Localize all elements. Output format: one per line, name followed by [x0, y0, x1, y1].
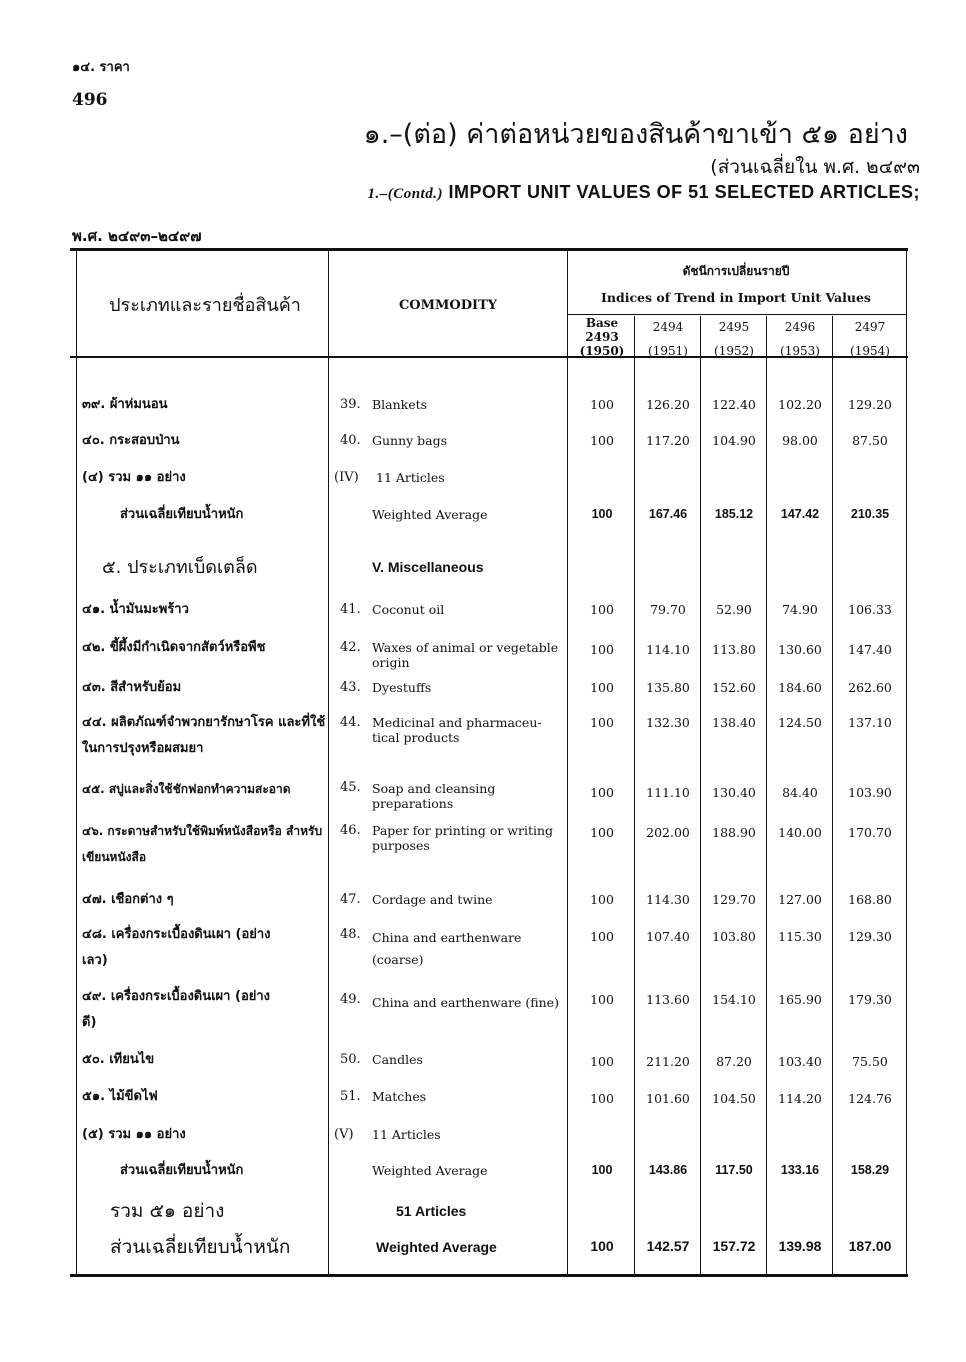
table-left-rule	[76, 248, 77, 1277]
value-2497: 129.20	[848, 397, 892, 412]
total-thai: ส่วนเฉลี่ยเทียบน้ำหนัก	[110, 1236, 291, 1258]
total-commodity: Weighted Average	[376, 1239, 497, 1255]
value-2494: 142.57	[646, 1238, 690, 1254]
value-2497: 158.29	[850, 1163, 890, 1177]
header-index-english: Indices of Trend in Import Unit Values	[601, 290, 871, 305]
row-commodity: Medicinal and pharmaceu- tical products	[372, 715, 542, 745]
value-base: 100	[590, 715, 614, 730]
row-commodity: 11 Articles	[376, 470, 445, 485]
year-label: (1950)	[579, 344, 625, 358]
value-2494: 111.10	[646, 785, 690, 800]
value-2495: 154.10	[712, 992, 756, 1007]
value-2495: 104.50	[712, 1091, 756, 1106]
value-base: 100	[591, 1163, 613, 1177]
value-base: 100	[590, 992, 614, 1007]
value-2497: 129.30	[848, 929, 892, 944]
title-english-prefix: 1.–(Contd.)	[367, 186, 443, 202]
section-commodity: V. Miscellaneous	[372, 559, 484, 575]
row-commodity: Cordage and twine	[372, 892, 493, 907]
row-thai: ๔๙. เครื่องกระเบื้องดินเผา (อย่างดี)	[82, 989, 271, 1030]
value-2494: 126.20	[646, 397, 690, 412]
value-2497: 124.76	[848, 1091, 892, 1106]
value-2494: 202.00	[646, 825, 690, 840]
year-label: 2494	[652, 320, 684, 334]
table-bottom-rule	[70, 1274, 908, 1277]
index-sub-rule	[567, 314, 907, 315]
value-2495: 129.70	[712, 892, 756, 907]
row-thai: ๔๕. สบู่และสิ่งใช้ชักฟอกทำความสะอาด	[82, 782, 291, 796]
value-2494: 114.10	[646, 642, 690, 657]
row-commodity: Weighted Average	[372, 507, 488, 522]
row-commodity: Matches	[372, 1089, 427, 1104]
value-2497: 179.30	[848, 992, 892, 1007]
year-header-2497	[834, 320, 906, 358]
value-2494: 135.80	[646, 680, 690, 695]
row-number: 45.	[340, 780, 361, 795]
value-2497: 187.00	[848, 1238, 892, 1254]
row-thai: ส่วนเฉลี่ยเทียบน้ำหนัก	[120, 507, 244, 522]
row-number: (V)	[334, 1127, 354, 1142]
value-2497: 106.33	[848, 602, 892, 617]
value-base: 100	[590, 892, 614, 907]
row-number: 41.	[340, 602, 361, 617]
value-2494: 132.30	[646, 715, 690, 730]
year-range: พ.ศ. ๒๔๙๓–๒๔๙๗	[72, 227, 202, 245]
value-2497: 168.80	[848, 892, 892, 907]
header-tag: ๑๔. ราคา	[72, 60, 130, 75]
year-label: (1954)	[850, 344, 890, 358]
year-label: Base	[585, 316, 619, 330]
value-2495: 130.40	[712, 785, 756, 800]
year-header-2494	[636, 320, 700, 358]
value-2495: 103.80	[712, 929, 756, 944]
year-label: (1952)	[714, 344, 754, 358]
value-2495: 113.80	[712, 642, 756, 657]
row-thai: (๕) รวม ๑๑ อย่าง	[82, 1127, 186, 1142]
row-commodity: Candles	[372, 1052, 423, 1067]
row-commodity: Soap and cleansing preparations	[372, 781, 496, 811]
row-thai: ส่วนเฉลี่ยเทียบน้ำหนัก	[120, 1163, 244, 1178]
value-2497: 103.90	[848, 785, 892, 800]
row-number: 47.	[340, 892, 361, 907]
row-thai: ๕๐. เทียนไข	[82, 1052, 155, 1067]
row-commodity: China and earthenware (fine)	[372, 995, 559, 1010]
value-base: 100	[590, 433, 614, 448]
value-2497: 137.10	[848, 715, 892, 730]
row-thai: ๔๖. กระดาษสำหรับใช้พิมพ์หนังสือหรือ สำหรับเขียนหนังสือ	[82, 824, 323, 864]
value-2497: 75.50	[852, 1054, 888, 1069]
row-number: 49.	[340, 992, 361, 1007]
row-thai: ๔๒. ขี้ผึ้งมีกำเนิดจากสัตว์หรือพืช	[82, 640, 266, 655]
value-2496: 139.98	[778, 1238, 822, 1254]
value-2495: 104.90	[712, 433, 756, 448]
value-2497: 210.35	[850, 507, 890, 521]
value-2494: 143.86	[648, 1163, 688, 1177]
value-2494: 107.40	[646, 929, 690, 944]
row-number: 39.	[340, 397, 361, 412]
row-commodity: Gunny bags	[372, 433, 448, 448]
value-2495: 122.40	[712, 397, 756, 412]
value-2497: 147.40	[848, 642, 892, 657]
row-commodity: Weighted Average	[372, 1163, 488, 1178]
row-number: 42.	[340, 640, 361, 655]
value-2496: 115.30	[778, 929, 822, 944]
row-commodity: Paper for printing or writing purposes	[372, 823, 554, 853]
row-commodity: Blankets	[372, 397, 428, 412]
row-thai: ๔๑. น้ำมันมะพร้าว	[82, 602, 189, 617]
row-thai: ๓๙. ผ้าห่มนอน	[82, 397, 168, 412]
value-2496: 147.42	[780, 507, 820, 521]
value-base: 100	[591, 507, 613, 521]
row-number: 51.	[340, 1089, 361, 1104]
import-unit-values-table	[70, 248, 908, 1278]
row-number: 44.	[340, 715, 361, 730]
row-number: 48.	[340, 927, 361, 942]
value-2496: 103.40	[778, 1054, 822, 1069]
value-base: 100	[590, 602, 614, 617]
value-2496: 133.16	[780, 1163, 820, 1177]
row-thai: ๔๗. เชือกต่าง ๆ	[82, 892, 174, 907]
value-2495: 87.20	[716, 1054, 752, 1069]
value-2496: 130.60	[778, 642, 822, 657]
value-2496: 124.50	[778, 715, 822, 730]
year-label: (1953)	[780, 344, 820, 358]
col-rule-2494	[700, 316, 701, 1277]
value-2496: 140.00	[778, 825, 822, 840]
row-number: 43.	[340, 680, 361, 695]
row-thai: ๔๓. สีสำหรับย้อม	[82, 680, 182, 695]
page-number: 496	[72, 90, 108, 110]
value-2494: 113.60	[646, 992, 690, 1007]
value-2497: 170.70	[848, 825, 892, 840]
year-label: 2496	[784, 320, 816, 334]
title-thai: ๑.–(ต่อ) ค่าต่อหน่วยของสินค้าขาเข้า ๕๑ อย่าง	[363, 119, 908, 150]
value-base: 100	[590, 1091, 614, 1106]
total-thai: รวม ๕๑ อย่าง	[110, 1200, 225, 1222]
value-2494: 167.46	[648, 507, 688, 521]
value-2496: 102.20	[778, 397, 822, 412]
col-rule-2496	[832, 316, 833, 1277]
header-thai-category: ประเภทและรายชื่อสินค้า	[109, 295, 301, 316]
year-header-base	[570, 316, 634, 358]
value-2495: 117.50	[715, 1163, 753, 1177]
col-rule-commodity	[567, 248, 568, 1277]
value-base: 100	[590, 1054, 614, 1069]
value-2494: 114.30	[646, 892, 690, 907]
value-base: 100	[590, 680, 614, 695]
value-2495: 185.12	[714, 507, 754, 521]
value-2497: 87.50	[852, 433, 888, 448]
value-2494: 211.20	[646, 1054, 690, 1069]
value-2495: 152.60	[712, 680, 756, 695]
row-commodity: China and earthenware (coarse)	[372, 930, 522, 967]
value-2494: 79.70	[650, 602, 686, 617]
value-2495: 188.90	[712, 825, 756, 840]
title-english	[367, 182, 920, 203]
value-2496: 98.00	[782, 433, 818, 448]
value-2496: 74.90	[782, 602, 818, 617]
value-2497: 262.60	[848, 680, 892, 695]
row-thai: ๔๘. เครื่องกระเบื้องดินเผา (อย่างเลว)	[82, 927, 271, 968]
value-2494: 101.60	[646, 1091, 690, 1106]
year-label: 2495	[718, 320, 750, 334]
year-label: 2497	[854, 320, 886, 334]
row-thai: ๕๑. ไม้ขีดไฟ	[82, 1089, 158, 1104]
row-commodity: Coconut oil	[372, 602, 445, 617]
value-base: 100	[590, 929, 614, 944]
value-2495: 138.40	[712, 715, 756, 730]
row-number: 46.	[340, 823, 361, 838]
value-base: 100	[590, 397, 614, 412]
value-2496: 114.20	[778, 1091, 822, 1106]
col-rule-base	[634, 316, 635, 1277]
year-header-2495	[702, 320, 766, 358]
row-number: 50.	[340, 1052, 361, 1067]
value-2496: 127.00	[778, 892, 822, 907]
value-2496: 84.40	[782, 785, 818, 800]
row-thai: ๔๔. ผลิตภัณฑ์จำพวกยารักษาโรค และที่ใช้ในการปรุงหรือผสมยา	[82, 715, 326, 756]
table-right-rule	[906, 248, 907, 1277]
row-commodity: Dyestuffs	[372, 680, 432, 695]
row-commodity: Waxes of animal or vegetable origin	[372, 640, 559, 670]
value-base: 100	[590, 785, 614, 800]
row-commodity: 11 Articles	[372, 1127, 441, 1142]
header-index-thai: ดัชนีการเปลี่ยนรายปี	[682, 264, 790, 278]
value-2495: 52.90	[716, 602, 752, 617]
row-number: 40.	[340, 433, 361, 448]
title-english-text: IMPORT UNIT VALUES OF 51 SELECTED ARTICLES;	[442, 182, 920, 202]
row-thai: (๔) รวม ๑๑ อย่าง	[82, 470, 186, 485]
value-base: 100	[590, 1238, 614, 1254]
value-2496: 184.60	[778, 680, 822, 695]
value-2494: 117.20	[646, 433, 690, 448]
header-commodity: COMMODITY	[398, 298, 498, 313]
subtitle-thai: (ส่วนเฉลี่ยใน พ.ศ. ๒๔๙๓	[710, 156, 920, 178]
total-commodity: 51 Articles	[396, 1203, 467, 1219]
year-label: 2493	[585, 330, 619, 344]
value-base: 100	[590, 825, 614, 840]
year-label: (1951)	[648, 344, 688, 358]
year-header-2496	[768, 320, 832, 358]
table-top-rule	[70, 248, 908, 251]
value-2495: 157.72	[712, 1238, 756, 1254]
col-rule-2495	[766, 316, 767, 1277]
section-thai: ๕. ประเภทเบ็ดเตล็ด	[102, 557, 258, 578]
value-base: 100	[590, 642, 614, 657]
row-thai: ๔๐. กระสอบป่าน	[82, 433, 180, 448]
value-2496: 165.90	[778, 992, 822, 1007]
row-number: (IV)	[334, 470, 359, 485]
